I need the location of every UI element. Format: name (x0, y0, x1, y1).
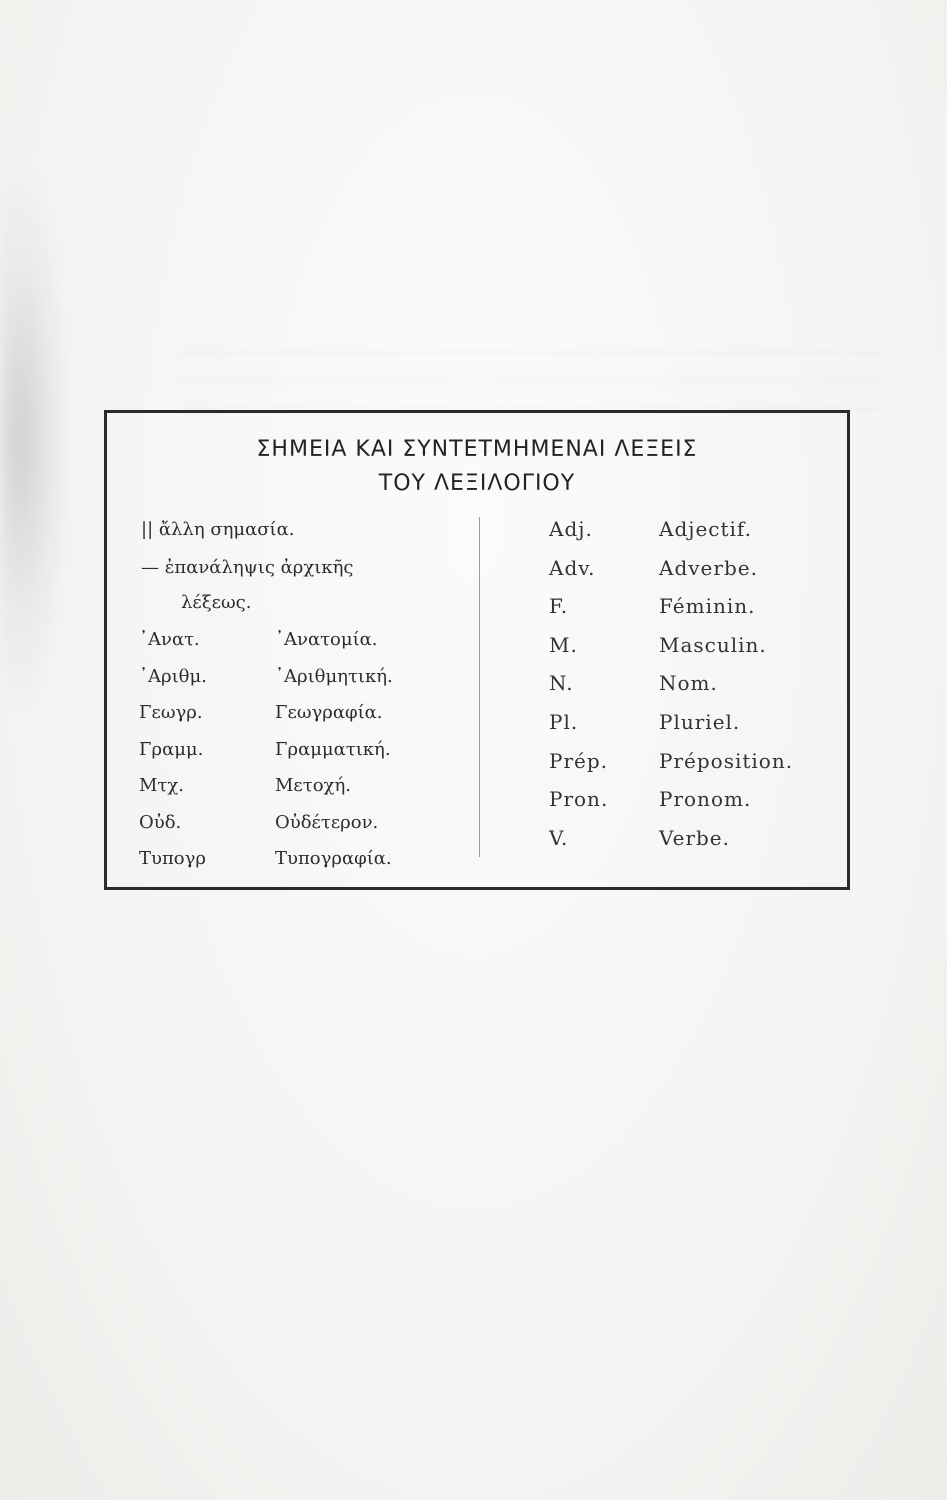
french-term: Préposition. (659, 748, 794, 773)
french-abbr: Adv. (549, 555, 596, 580)
greek-term: Οὐδέτερον. (275, 811, 379, 833)
french-term: Féminin. (659, 594, 756, 619)
french-term: Verbe. (659, 825, 730, 850)
greek-abbr: ᾿Ανατ. (139, 629, 200, 650)
french-abbr: Prép. (549, 748, 609, 773)
greek-term: Τυπογραφία. (275, 848, 392, 869)
sign-double-bar: || ἄλλη σημασία. (141, 519, 295, 540)
greek-term: Μετοχή. (275, 775, 351, 796)
box-title-line-2: ΤΟΥ ΛΕΞΙΛΟΓΙΟΥ (378, 471, 576, 496)
sign-dash-line-2: λέξεως. (181, 592, 252, 613)
french-abbr: M. (549, 632, 578, 657)
french-abbr: Pron. (549, 787, 609, 812)
french-term: Adverbe. (659, 555, 758, 580)
greek-term: ᾿Αριθμητική. (275, 665, 393, 687)
box-title-line-1: ΣΗΜΕΙΑ ΚΑΙ ΣΥΝΤΕΤΜΗΜΕΝΑΙ ΛΕΞΕΙΣ (256, 437, 698, 462)
french-term: Nom. (659, 671, 718, 696)
french-term: Masculin. (659, 632, 767, 657)
greek-abbr: Γεωγρ. (139, 702, 203, 723)
french-term: Adjectif. (659, 517, 752, 541)
french-abbr: Adj. (549, 517, 593, 541)
greek-abbr: Τυπογρ (139, 848, 206, 869)
greek-term: Γεωγραφία. (275, 702, 383, 723)
french-abbr: V. (549, 825, 569, 850)
greek-abbr: ᾿Αριθμ. (139, 665, 207, 687)
sign-dash-line-1: — ἐπανάληψις ἀρχικῆς (141, 557, 354, 578)
french-abbr: F. (549, 594, 569, 619)
french-abbr: N. (549, 671, 574, 696)
greek-abbr: Μτχ. (139, 775, 185, 796)
greek-term: ᾿Ανατομία. (275, 629, 378, 650)
facing-page-bleed-through (0, 180, 70, 700)
column-divider (479, 517, 480, 857)
reverse-side-show-through (180, 330, 880, 410)
french-abbr: Pl. (549, 710, 579, 734)
greek-abbr: Οὐδ. (139, 811, 182, 833)
abbreviations-box (104, 410, 850, 890)
greek-term: Γραμματική. (275, 738, 391, 760)
french-term: Pluriel. (659, 710, 741, 734)
greek-abbr: Γραμμ. (139, 738, 204, 760)
french-term: Pronom. (659, 787, 752, 812)
